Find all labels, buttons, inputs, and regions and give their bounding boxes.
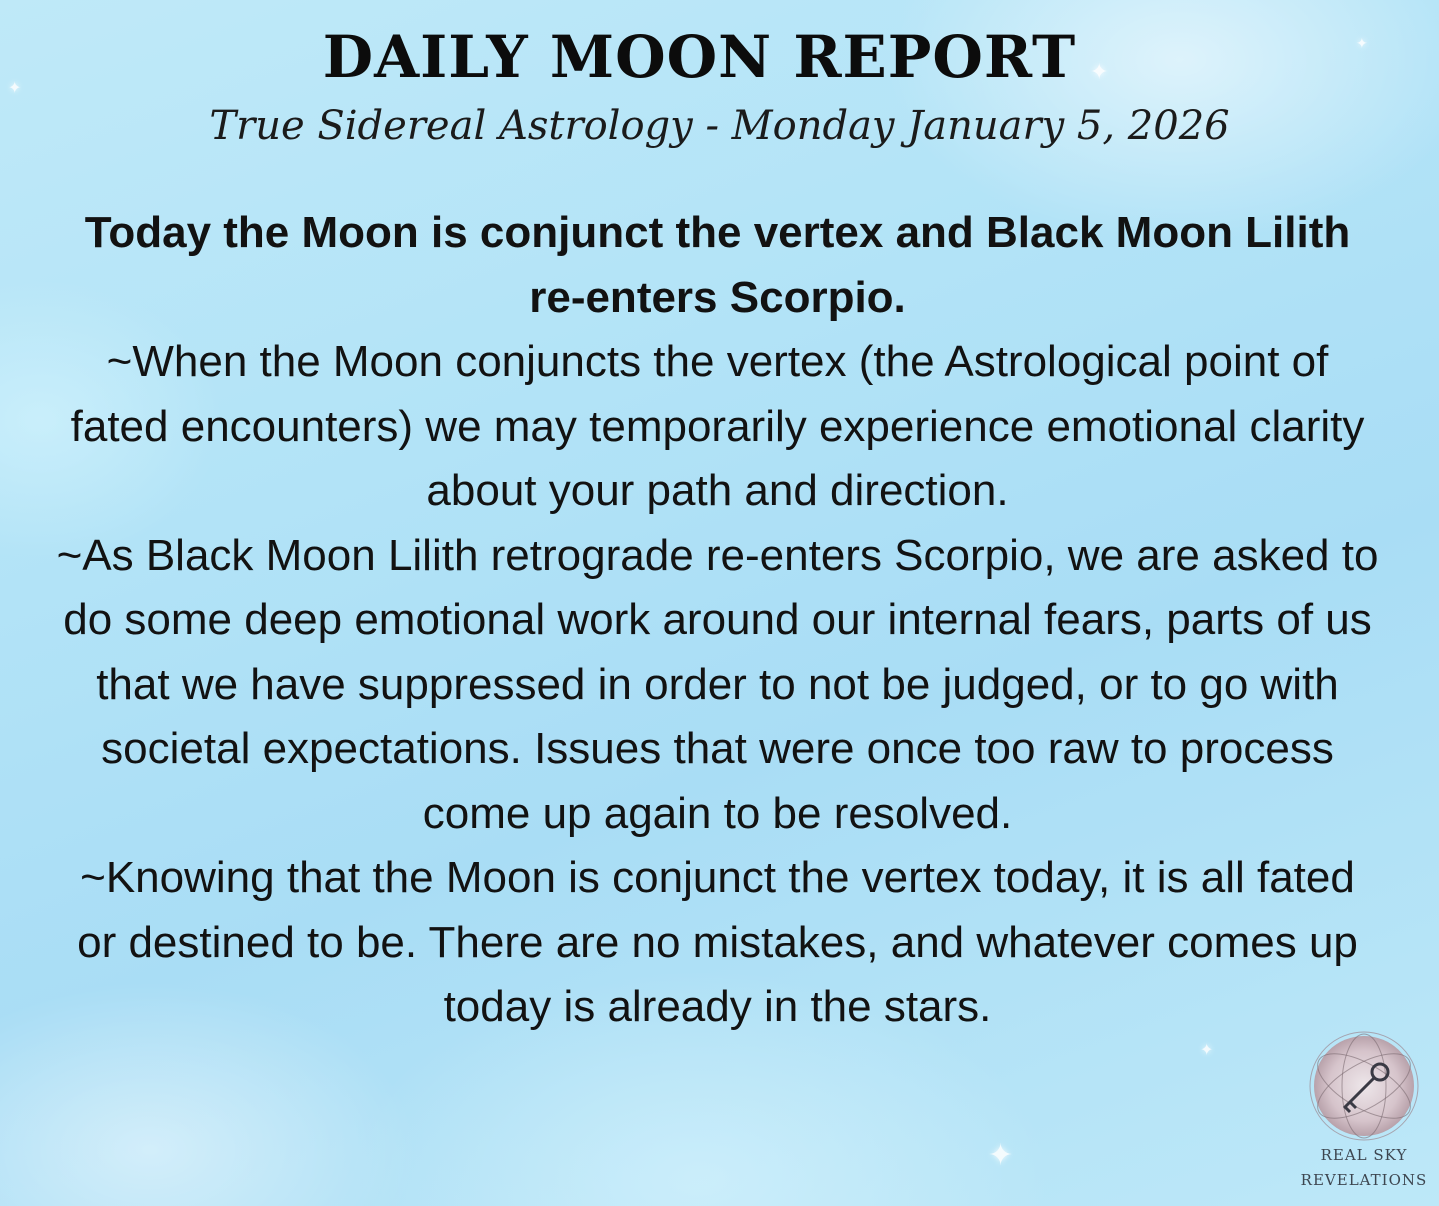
sparkle-icon: ✦ (8, 78, 22, 97)
brand-name-line2: REVELATIONS (1300, 1171, 1428, 1189)
sparkle-icon: ✦ (1200, 1040, 1214, 1059)
brand-name-line1: REAL SKY (1320, 1146, 1408, 1164)
key-orbit-icon (1306, 1028, 1422, 1144)
report-body (55, 201, 1380, 1040)
sparkle-icon: ✦ (988, 1138, 1014, 1173)
sparkle-icon: ✦ (1090, 60, 1109, 85)
sparkle-icon: ✦ (1356, 36, 1368, 52)
report-paragraph-lilith: ~As Black Moon Lilith retrograde re-enters Scorpio, we are asked to do some deep emotional work around our internal fears, parts of us that we have suppressed in order to not be judged, or to go with societal expectations. Issues that were once too raw to process come up again to be resolved. (56, 530, 1379, 838)
report-lead: Today the Moon is conjunct the vertex and Black Moon Lilith re-enters Scorpio. (84, 208, 1351, 322)
report-subtitle: True Sidereal Astrology - Monday January 5, 2026 (209, 103, 1230, 149)
report-paragraph-conclusion: ~Knowing that the Moon is conjunct the vertex today, it is all fated or destined to be. There are no mistakes, and whatever comes up today is already in the stars. (77, 853, 1358, 1031)
report-paragraph-vertex: ~When the Moon conjuncts the vertex (the Astrological point of fated encounters) we may temporarily experience emotional clarity about your path and direction. (70, 337, 1365, 515)
report-title: DAILY MOON REPORT (322, 23, 1077, 91)
brand-logo (1296, 1028, 1432, 1203)
